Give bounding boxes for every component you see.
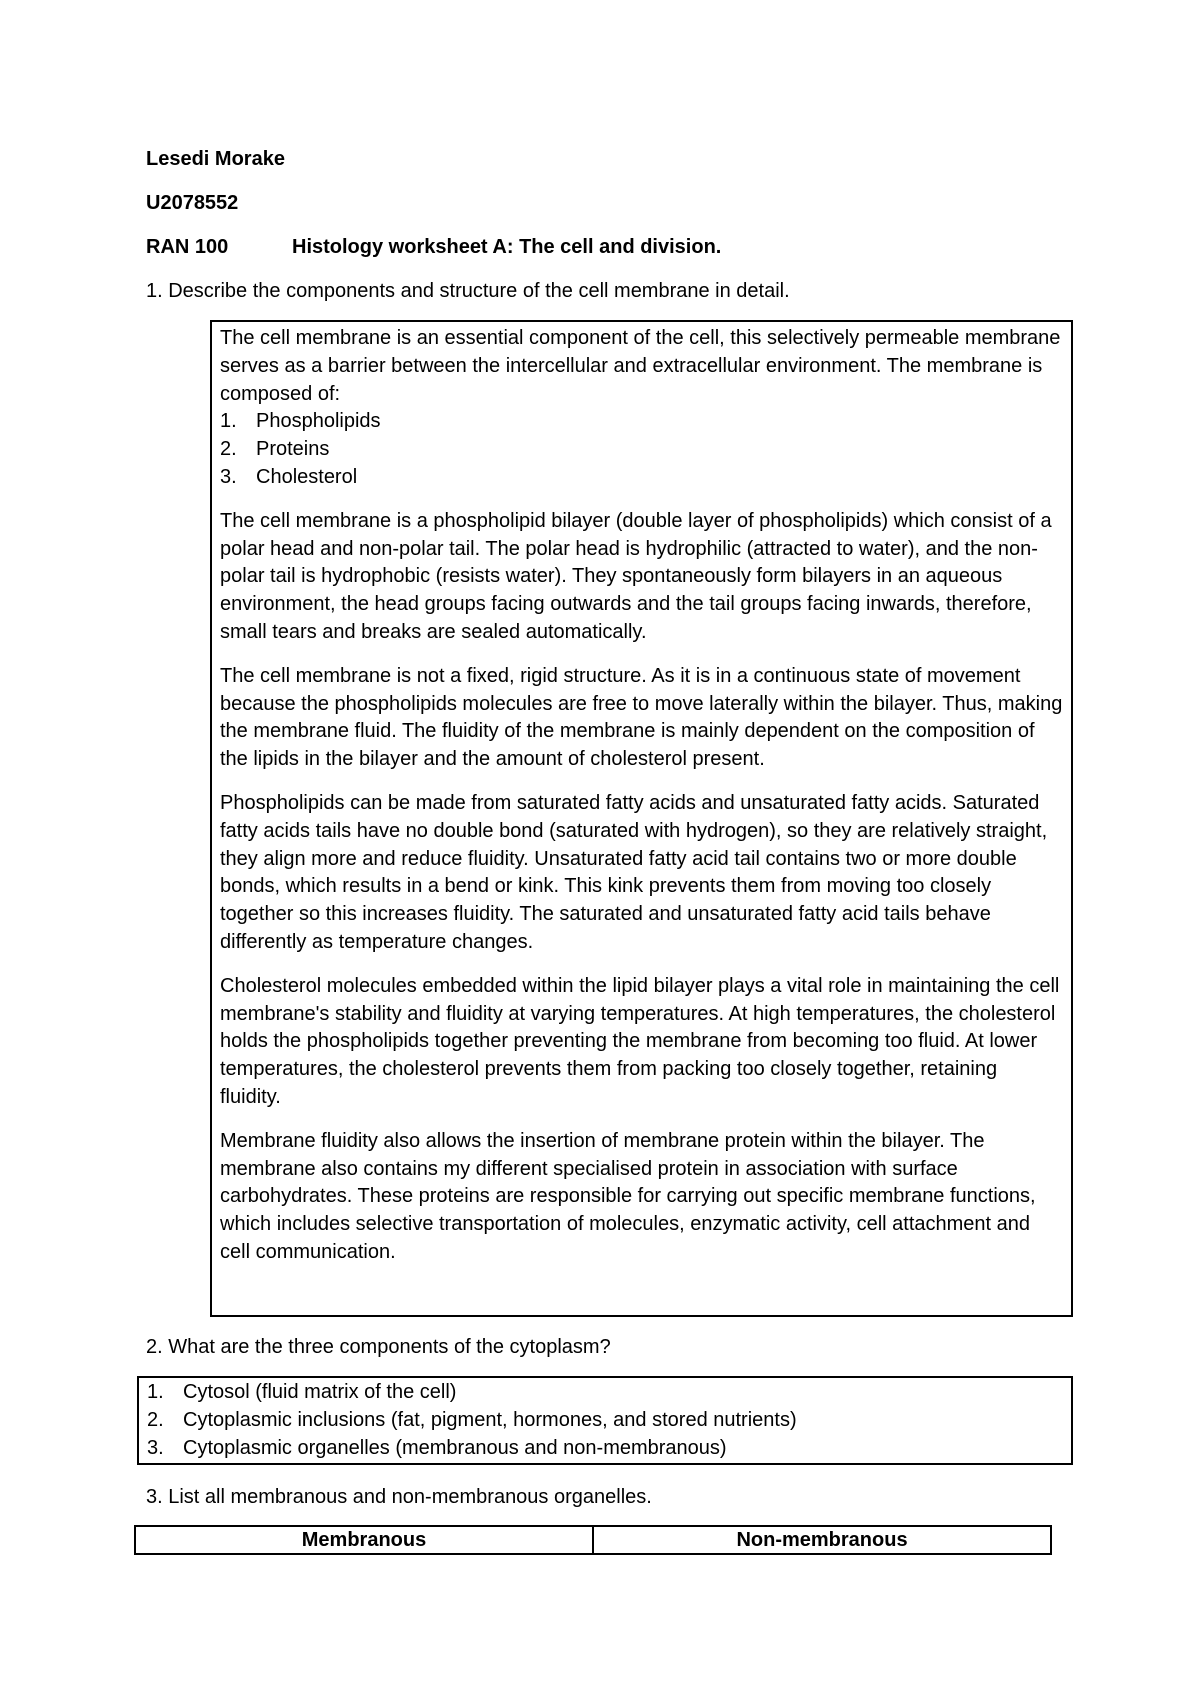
list-number: 1. bbox=[147, 1381, 164, 1403]
list-item bbox=[147, 1435, 1063, 1463]
student-id: U2078552 bbox=[146, 192, 239, 214]
organelle-table bbox=[134, 1525, 1052, 1555]
list-item bbox=[220, 436, 1063, 464]
list-text: Cholesterol bbox=[256, 465, 358, 488]
list-item bbox=[220, 464, 1063, 492]
list-item bbox=[147, 1379, 1063, 1407]
question-1-prompt: 1. Describe the components and structure of the cell membrane in detail. bbox=[146, 280, 790, 302]
student-name: Lesedi Morake bbox=[146, 148, 285, 170]
list-item bbox=[147, 1407, 1063, 1435]
list-text: Phospholipids bbox=[256, 410, 381, 433]
list-text: Cytosol (fluid matrix of the cell) bbox=[183, 1381, 457, 1403]
worksheet-title: Histology worksheet A: The cell and division. bbox=[292, 236, 722, 258]
answer-box-2 bbox=[137, 1376, 1073, 1465]
list-item bbox=[220, 408, 1063, 436]
list-text: Cytoplasmic inclusions (fat, pigment, hormones, and stored nutrients) bbox=[183, 1408, 797, 1431]
answer-1-intro: The cell membrane is an essential component of the cell, this selectively permeable membrane serves as a barrier between the intercellular and extracellular environment. The membrane is composed of: bbox=[220, 327, 1061, 405]
membrane-components-list bbox=[220, 408, 1063, 491]
answer-1-paragraph-bilayer: The cell membrane is a phospholipid bilayer (double layer of phospholipids) which consist of a polar head and non-polar tail. The polar head is hydrophilic (attracted to water), and the non-polar tail is hydrophobic (resists water). They spontaneously form bilayers in an aqueous environment, the head groups facing outwards and the tail groups facing inwards, therefore, small tears and breaks are sealed automatically. bbox=[220, 509, 1052, 643]
list-number: 2. bbox=[220, 438, 237, 461]
course-title-line bbox=[146, 235, 721, 259]
question-3-prompt: 3. List all membranous and non-membranous organelles. bbox=[146, 1486, 652, 1508]
list-number: 2. bbox=[147, 1408, 164, 1431]
column-header-membranous: Membranous bbox=[135, 1526, 593, 1554]
table-header-row bbox=[135, 1526, 1051, 1554]
course-code: RAN 100 bbox=[146, 236, 229, 258]
list-number: 1. bbox=[220, 410, 237, 433]
answer-box-1 bbox=[210, 320, 1073, 1317]
answer-1-paragraph-fatty-acids: Phospholipids can be made from saturated fatty acids and unsaturated fatty acids. Saturated fatty acids tails have no double bond (saturated with hydrogen), so they are relatively straight, they align more and reduce fluidity. Unsaturated fatty acid tail contains two or more double bonds, which results in a bend or kink. This kink prevents them from moving too closely together so this increases fluidity. The saturated and unsaturated fatty acid tails behave differently as temperature changes. bbox=[220, 791, 1048, 953]
list-text: Cytoplasmic organelles (membranous and non-membranous) bbox=[183, 1436, 727, 1459]
column-header-non-membranous: Non-membranous bbox=[593, 1526, 1051, 1554]
list-number: 3. bbox=[220, 465, 237, 488]
list-text: Proteins bbox=[256, 438, 330, 461]
cytoplasm-components-list bbox=[147, 1379, 1063, 1462]
answer-1-paragraph-fluidity: The cell membrane is not a fixed, rigid structure. As it is in a continuous state of movement because the phospholipids molecules are free to move laterally within the bilayer. Thus, making the membrane fluid. The fluidity of the membrane is mainly dependent on the composition of the lipids in the bilayer and the amount of cholesterol present. bbox=[220, 664, 1063, 771]
answer-1-paragraph-proteins: Membrane fluidity also allows the insertion of membrane protein within the bilayer. The membrane also contains my different specialised protein in association with surface carbohydrates. These proteins are responsible for carrying out specific membrane functions, which includes selective transportation of molecules, enzymatic activity, cell attachment and cell communication. bbox=[220, 1129, 1036, 1263]
question-2-prompt: 2. What are the three components of the cytoplasm? bbox=[146, 1336, 611, 1358]
answer-1-paragraph-cholesterol: Cholesterol molecules embedded within the lipid bilayer plays a vital role in maintaining the cell membrane's stability and fluidity at varying temperatures. At high temperatures, the cholesterol holds the phospholipids together preventing the membrane from becoming too fluid. At lower temperatures, the cholesterol prevents them from packing too closely together, retaining fluidity. bbox=[220, 974, 1060, 1108]
list-number: 3. bbox=[147, 1436, 164, 1459]
